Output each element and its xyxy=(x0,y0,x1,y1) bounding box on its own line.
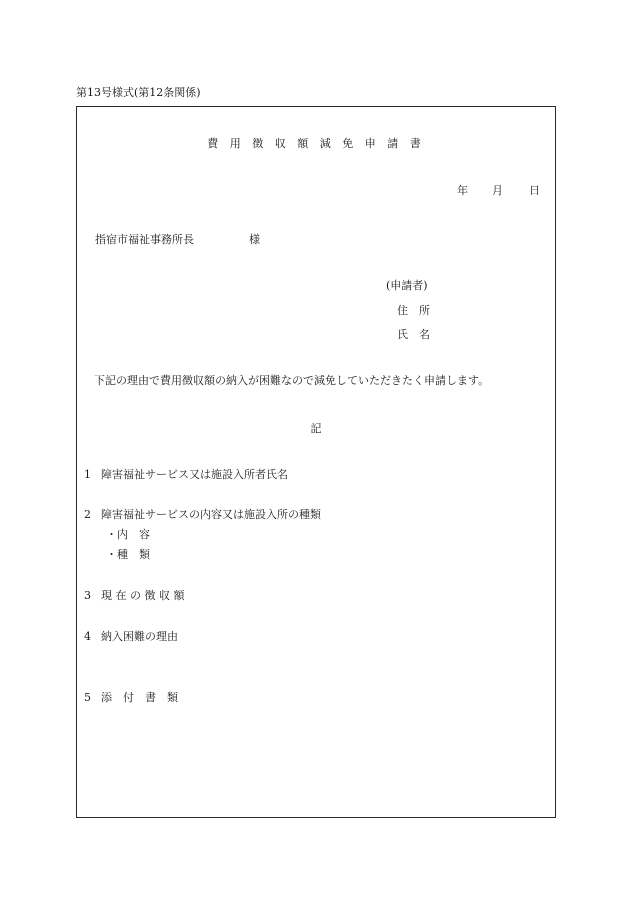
item-number: 2 xyxy=(84,508,91,521)
ki-heading: 記 xyxy=(310,422,322,435)
sub-item-category: ・種 類 xyxy=(106,548,150,561)
item-number: 5 xyxy=(84,691,91,704)
date-day-label: 日 xyxy=(529,184,540,197)
item-service-type: 障害福祉サービスの内容又は施設入所の種類 xyxy=(101,508,321,521)
date-year-label: 年 xyxy=(457,184,468,197)
form-title: 費 用 徴 収 額 減 免 申 請 書 xyxy=(207,137,425,150)
item-reason: 納入困難の理由 xyxy=(101,630,178,643)
applicant-name-label: 氏 名 xyxy=(397,328,430,341)
item-number: 3 xyxy=(84,589,91,602)
item-number: 4 xyxy=(84,630,91,643)
applicant-address-label: 住 所 xyxy=(397,304,430,317)
item-attachments: 添 付 書 類 xyxy=(101,691,178,704)
request-statement: 下記の理由で費用徴収額の納入が困難なので減免していただきたく申請します。 xyxy=(94,374,490,387)
sub-item-content: ・内 容 xyxy=(106,528,150,541)
date-month-label: 月 xyxy=(492,184,503,197)
item-recipient-name: 障害福祉サービス又は施設入所者氏名 xyxy=(101,468,288,481)
item-number: 1 xyxy=(84,468,91,481)
item-current-amount: 現 在 の 徴 収 額 xyxy=(101,589,185,602)
form-number-label: 第13号様式(第12条関係) xyxy=(76,86,201,99)
application-form-frame xyxy=(76,106,556,818)
applicant-heading: (申請者) xyxy=(386,279,428,292)
addressee-honorific: 様 xyxy=(249,233,260,246)
addressee: 指宿市福祉事務所長 xyxy=(95,233,194,246)
